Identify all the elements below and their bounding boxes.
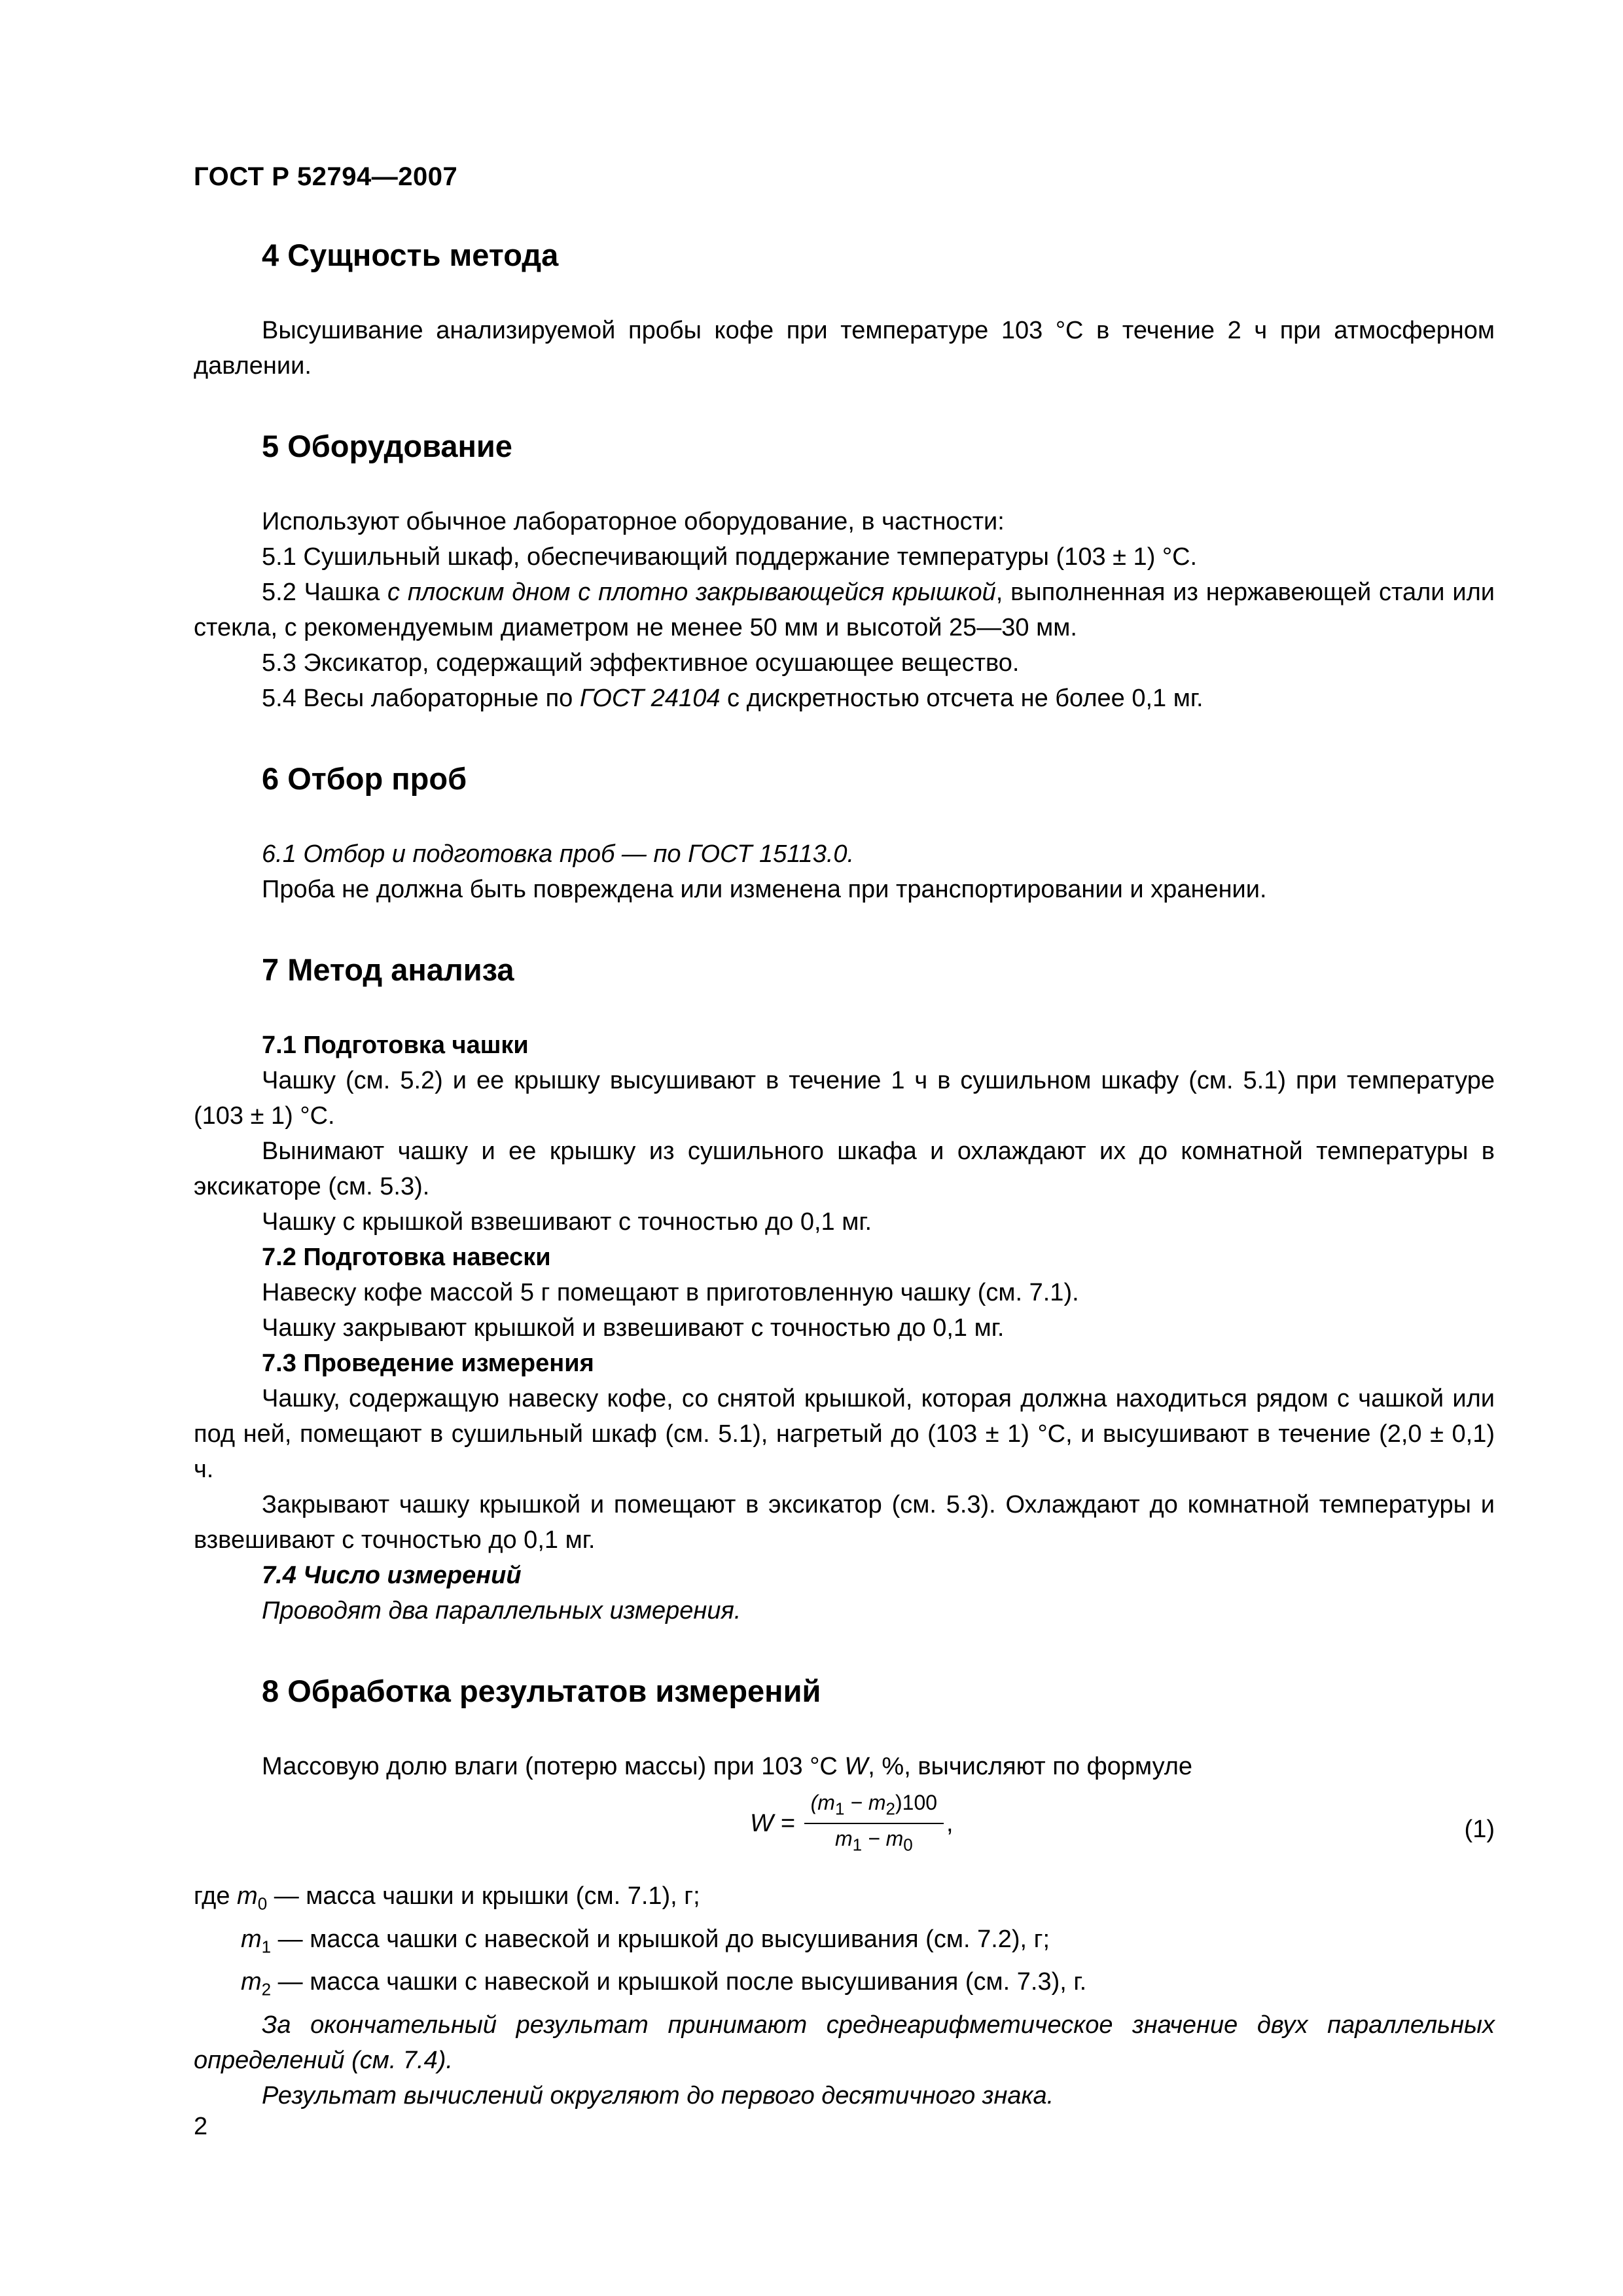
subsection-7-1-p1: Чашку (см. 5.2) и ее крышку высушивают в течение 1 ч в сушильном шкафу (см. 5.1) при температуре (103 ± 1) °С. xyxy=(194,1067,1495,1130)
subsection-7-2-p1: Навеску кофе массой 5 г помещают в приготовленную чашку (см. 7.1). xyxy=(262,1279,1079,1306)
item-5-2-rest: , выполненная из нержавеющей стали или стекла, с рекомендуемым диаметром не менее 50 мм и высотой 25—30 мм. xyxy=(194,579,1495,641)
section-7-title: 7 Метод анализа xyxy=(262,952,514,987)
formula-comma: , xyxy=(946,1810,954,1838)
section-5-title: 5 Оборудование xyxy=(262,429,512,463)
section-5-intro: Используют обычное лабораторное оборудование, в частности: xyxy=(262,508,1005,535)
item-5-1: 5.1 Сушильный шкаф, обеспечивающий поддержание температуры (103 ± 1) °С. xyxy=(262,543,1198,571)
subsection-7-3-p2: Закрывают чашку крышкой и помещают в эксикатор (см. 5.3). Охлаждают до комнатной температуры и взвешивают с точностью до 0,1 мг. xyxy=(194,1491,1495,1554)
subsection-7-1-p3: Чашку с крышкой взвешивают с точностью до 0,1 мг. xyxy=(262,1208,872,1236)
where-m1: $m_1$ — масса чашки с навеской и крышкой до высушивания (см. 7.2), г; xyxy=(241,1925,1050,1957)
section-8-intro-lead: Массовую долю влаги (потерю массы) при 103 °С xyxy=(262,1753,845,1780)
section-4-title: 4 Сущность метода xyxy=(262,238,559,272)
page-number: 2 xyxy=(194,2113,208,2140)
formula-numerator: $(m_1 - m_2)100$ xyxy=(804,1788,944,1824)
subsection-7-4-p1: Проводят два параллельных измерения. xyxy=(262,1597,741,1624)
section-4-text: Высушивание анализируемой пробы кофе при температуре 103 °С в течение 2 ч при атмосферном давлении. xyxy=(194,317,1495,380)
page-content xyxy=(194,216,1495,2113)
item-5-3: 5.3 Эксикатор, содержащий эффективное осушающее вещество. xyxy=(262,649,1020,677)
item-5-4-lead: 5.4 Весы лабораторные по xyxy=(262,685,580,712)
item-5-2 xyxy=(194,575,1495,645)
variable-w: W xyxy=(844,1753,868,1780)
where-m2: $m_2$ — масса чашки с навеской и крышкой после высушивания (см. 7.3), г. xyxy=(241,1968,1087,2000)
item-5-4 xyxy=(194,681,1495,716)
subsection-7-1-p2: Вынимают чашку и ее крышку из сушильного шкафа и охлаждают их до комнатной температуры в эксикаторе (см. 5.3). xyxy=(194,1138,1495,1200)
formula-fraction xyxy=(804,1788,944,1859)
section-8-intro xyxy=(194,1749,1495,1784)
subsection-7-3-title: 7.3 Проведение измерения xyxy=(262,1350,594,1377)
section-8-title: 8 Обработка результатов измерений xyxy=(262,1674,821,1708)
subsection-7-4-title: 7.4 Число измерений xyxy=(262,1562,522,1589)
subsection-7-2-title: 7.2 Подготовка навески xyxy=(262,1244,551,1271)
subsection-7-2-p2: Чашку закрывают крышкой и взвешивают с точностью до 0,1 мг. xyxy=(262,1314,1005,1342)
formula-number: (1) xyxy=(1464,1816,1495,1843)
rounding-rule: Результат вычислений округляют до первого десятичного знака. xyxy=(262,2081,1054,2109)
where-m0: где $m_0$ — масса чашки и крышки (см. 7.1), г; xyxy=(194,1882,700,1914)
item-6-1: 6.1 Отбор и подготовка проб — по ГОСТ 15113.0. xyxy=(262,840,855,868)
subsection-7-3-p1: Чашку, содержащую навеску кофе, со снятой крышкой, которая должна находиться рядом с чашкой или под ней, помещают в сушильный шкаф (см. 5.1), нагретый до (103 ± 1) °С, и высушивают в течение (2,0 ± 0,1) ч. xyxy=(194,1385,1495,1483)
formula-lhs: W = xyxy=(750,1810,795,1838)
formula-denominator: $m_1 - m_0$ xyxy=(834,1827,913,1855)
section-6-text: Проба не должна быть повреждена или изменена при транспортировании и хранении. xyxy=(262,876,1267,903)
moisture-formula xyxy=(750,1788,954,1859)
item-5-4-standard-ref: ГОСТ 24104 xyxy=(579,685,721,712)
section-8-intro-rest: , %, вычисляют по формуле xyxy=(868,1753,1193,1780)
document-id: ГОСТ Р 52794—2007 xyxy=(194,162,458,191)
formula-block xyxy=(194,1788,1495,1869)
item-5-4-rest: с дискретностью отсчета не более 0,1 мг. xyxy=(720,685,1204,712)
section-6-title: 6 Отбор проб xyxy=(262,761,467,796)
final-result-rule: За окончательный результат принимают среднеарифметическое значение двух параллельных определений (см. 7.4). xyxy=(194,2011,1495,2074)
subsection-7-1-title: 7.1 Подготовка чашки xyxy=(262,1031,529,1059)
item-5-2-lead: 5.2 Чашка xyxy=(262,579,388,606)
item-5-2-italic: с плоским дном с плотно закрывающейся крышкой xyxy=(387,579,996,606)
